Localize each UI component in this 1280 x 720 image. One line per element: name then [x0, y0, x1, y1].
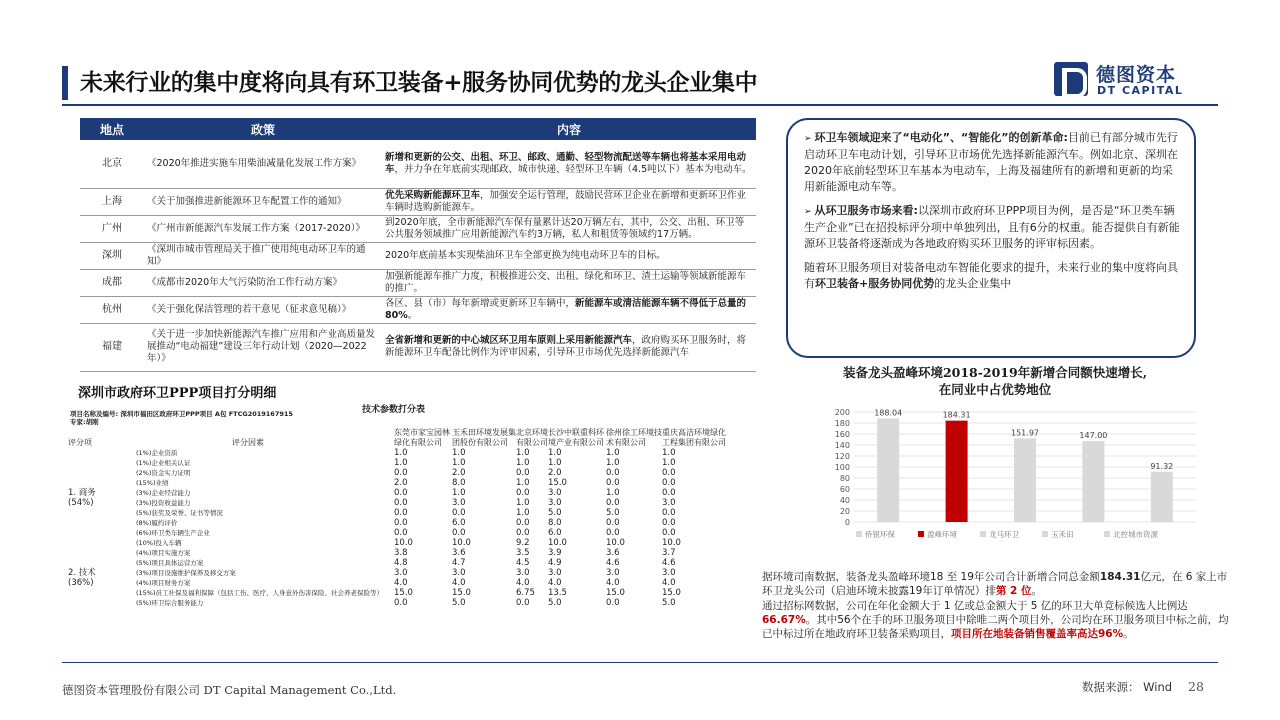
score-value: 0.0 [662, 508, 676, 518]
y-tick-label: 100 [834, 463, 850, 472]
score-value: 1.0 [452, 448, 466, 458]
legend-swatch [1104, 531, 1110, 537]
score-value: 1.0 [394, 458, 408, 468]
score-value: 1.0 [516, 448, 530, 458]
score-row [68, 488, 726, 498]
score-value: 3.0 [452, 568, 466, 578]
score-value: 6.0 [452, 518, 466, 528]
score-value: 0.0 [394, 508, 408, 518]
policy-name: 《关于加强推进新能源环卫车配置工作的通知》 [144, 188, 382, 215]
score-factor: (6%)环卫类车辆生产企业 [136, 529, 210, 537]
data-source: 数据来源： Wind [1082, 680, 1173, 694]
legend-swatch [918, 531, 924, 537]
score-value: 6.75 [516, 588, 535, 598]
score-value: 15.0 [548, 478, 567, 488]
y-tick-label: 60 [839, 485, 850, 494]
y-tick-label: 80 [839, 474, 850, 483]
score-factor: (3%)投资收益能力 [136, 499, 191, 507]
policy-name: 《成都市2020年大气污染防治工作行动方案》 [144, 269, 382, 296]
score-table [68, 428, 726, 608]
score-value: 0.0 [452, 508, 466, 518]
header-location: 地点 [80, 118, 144, 140]
score-factor: (4%)项目财务方案 [136, 579, 191, 587]
ppp-caption: 深圳市政府环卫PPP项目打分明细 [78, 386, 277, 401]
policy-content: 各区、县（市）每年新增或更新环卫车辆中，新能源车或清洁能源车辆不得低于总量的80%。 [382, 296, 756, 323]
score-value: 3.6 [606, 548, 620, 558]
bullet-arrow-icon: ➢ [804, 207, 812, 217]
score-value: 3.5 [516, 548, 530, 558]
score-factor: (5%)环卫综合服务能力 [136, 599, 204, 607]
company-logo [1054, 60, 1224, 100]
legend-label: 盈峰环境 [927, 530, 957, 539]
score-value: 4.0 [606, 578, 620, 588]
company-header: 玉禾田环境发展集团股份有限公司 [452, 428, 516, 447]
score-row [68, 498, 726, 508]
score-row [68, 598, 726, 608]
policy-content: 加强新能源车推广力度，积极推进公交、出租、绿化和环卫、渣土运输等领域新能源车的推广。 [382, 269, 756, 296]
score-value: 4.0 [394, 578, 408, 588]
score-value: 10.0 [394, 538, 413, 548]
score-value: 0.0 [662, 518, 676, 528]
company-header: 重庆高洁环境绿化工程集团有限公司 [662, 428, 726, 447]
score-factor: (3%)项目设施维护保养及移交方案 [136, 569, 236, 577]
logo-text-cn: 德图资本 [1096, 64, 1177, 86]
policy-name: 《深圳市城市管理局关于推广使用纯电动环卫车的通知》 [144, 242, 382, 269]
score-factor: (10%)投入车辆 [136, 539, 182, 547]
score-value: 2.0 [394, 478, 408, 488]
score-value: 1.0 [606, 458, 620, 468]
score-value: 8.0 [548, 518, 562, 528]
bar-value-label: 188.04 [874, 408, 903, 418]
score-value: 0.0 [394, 498, 408, 508]
score-value: 10.0 [606, 538, 625, 548]
footer-company: 德图资本管理股份有限公司 DT Capital Management Co.,Ltd. [62, 683, 397, 697]
policy-name: 《2020年推进实施车用柴油减量化发展工作方案》 [144, 140, 382, 188]
score-value: 3.0 [452, 498, 466, 508]
chart-description [762, 570, 1232, 642]
policy-content: 到2020年底，全市新能源汽车保有量累计达20万辆左右，其中，公交、出租、环卫等公共服务领域推广应用新能源汽车约3万辆，私人和租赁等领域约17万辆。 [382, 215, 756, 242]
score-value: 3.0 [516, 568, 530, 578]
policy-name: 《关于进一步加快新能源汽车推广应用和产业高质量发展推动“电动福建”建设三年行动计划（2020—2022年）》 [144, 323, 382, 371]
description-paragraph-2: 通过招标网数据，公司在年化金额大于 1 亿或总金额大于 5 亿的环卫大单竞标候选人比例达66.67%。其中56个在手的环卫服务项目中除唯二两个项目外，公司均在环卫服务项目中标之前，均已中标过所在地政府环卫装备采购项目，项目所在地装备销售覆盖率高达96%。 [762, 600, 1229, 640]
policy-content: 优先采购新能源环卫车，加强安全运行管理，鼓励民营环卫企业在新增和更新环卫作业车辆时选购新能源车。 [382, 188, 756, 215]
score-category: 2. 技术 (36%) [68, 568, 96, 588]
score-value: 6.0 [548, 528, 562, 538]
score-value: 0.0 [606, 518, 620, 528]
score-value: 0.0 [606, 468, 620, 478]
policy-row [80, 215, 756, 242]
legend-swatch [1042, 531, 1048, 537]
score-value: 4.0 [548, 578, 562, 588]
score-value: 10.0 [548, 538, 567, 548]
score-value: 1.0 [516, 458, 530, 468]
score-value: 4.8 [394, 558, 408, 568]
score-value: 3.0 [662, 568, 676, 578]
legend-label: 龙马环卫 [989, 530, 1019, 539]
policy-content: 全省新增和更新的中心城区环卫用车原则上采用新能源汽车，政府购买环卫服务时，将新能源环卫车配备比例作为评审因素，引导环卫市场优先选择新能源汽车 [382, 323, 756, 371]
score-value: 9.2 [516, 538, 530, 548]
score-value: 0.0 [606, 478, 620, 488]
score-value: 3.0 [548, 488, 562, 498]
score-value: 1.0 [606, 488, 620, 498]
header-score-factor: 评分因素 [232, 438, 264, 447]
policy-city: 广州 [80, 215, 144, 242]
header-policy: 政策 [144, 118, 382, 140]
score-value: 1.0 [548, 448, 562, 458]
score-value: 3.0 [606, 568, 620, 578]
policy-row [80, 269, 756, 296]
score-value: 2.0 [548, 468, 562, 478]
title-accent-bar [62, 66, 68, 100]
bar [1151, 472, 1173, 522]
policy-row [80, 242, 756, 269]
score-value: 0.0 [516, 468, 530, 478]
y-tick-label: 200 [834, 408, 850, 417]
score-value: 3.8 [394, 548, 408, 558]
score-value: 0.0 [516, 488, 530, 498]
bar-value-label: 184.31 [942, 410, 971, 420]
score-value: 3.7 [662, 548, 676, 558]
score-factor: (3%)企业经营能力 [136, 489, 191, 497]
score-value: 4.0 [452, 578, 466, 588]
score-row [68, 508, 726, 518]
policy-row [80, 323, 756, 371]
score-row [68, 558, 726, 568]
score-value: 15.0 [394, 588, 413, 598]
score-value: 1.0 [452, 458, 466, 468]
y-tick-label: 180 [834, 419, 850, 428]
insight-point-1: ➢ 环卫车领域迎来了“电动化”、“智能化”的创新革命:目前已有部分城市先行启动环卫车电动计划，引导环卫市场优先选择新能源汽车。例如北京、深圳在2020年底前轻型环卫车基本为电动车，上海及福建所有的新增和更新的均采用新能源电动车等。 [804, 131, 1178, 193]
score-value: 0.0 [662, 528, 676, 538]
policy-content: 新增和更新的公交、出租、环卫、邮政、通勤、轻型物流配送等车辆也将基本采用电动车，并力争在年底前实现邮政、城市快递、轻型环卫车辆（4.5吨以下）基本为电动车。 [382, 140, 756, 188]
page-title: 未来行业的集中度将向具有环卫装备+服务协同优势的龙头企业集中 [80, 70, 758, 96]
score-value: 1.0 [452, 488, 466, 498]
score-value: 4.6 [662, 558, 676, 568]
score-value: 1.0 [662, 458, 676, 468]
score-factor: (5%)获奖及荣誉、证书等情况 [136, 509, 223, 517]
score-value: 1.0 [516, 498, 530, 508]
policy-city: 杭州 [80, 296, 144, 323]
score-value: 5.0 [662, 598, 676, 608]
score-row [68, 518, 726, 528]
score-row [68, 458, 726, 468]
legend-swatch [856, 531, 862, 537]
policy-row [80, 296, 756, 323]
contract-amount-bar-chart [820, 402, 1200, 550]
policy-city: 深圳 [80, 242, 144, 269]
legend-label: 侨银环保 [865, 530, 895, 539]
score-value: 5.0 [606, 508, 620, 518]
score-value: 5.0 [452, 598, 466, 608]
header-content: 内容 [382, 118, 756, 140]
company-header: 长沙中联重科环境产业有限公司 [548, 428, 604, 447]
score-value: 4.5 [516, 558, 530, 568]
ppp-score-sheet [66, 400, 756, 650]
score-value: 1.0 [516, 508, 530, 518]
policy-city: 北京 [80, 140, 144, 188]
page-number: 28 [1188, 679, 1204, 694]
y-tick-label: 120 [834, 452, 850, 461]
policy-row [80, 188, 756, 215]
bar [1082, 441, 1104, 522]
bar-value-label: 91.32 [1150, 461, 1174, 471]
score-value: 4.6 [606, 558, 620, 568]
company-header: 东莞市家宝园林绿化有限公司 [394, 428, 450, 447]
score-value: 1.0 [606, 448, 620, 458]
score-value: 15.0 [452, 588, 471, 598]
score-value: 4.0 [662, 578, 676, 588]
score-value: 10.0 [452, 538, 471, 548]
score-value: 1.0 [394, 448, 408, 458]
company-header: 北京环境有限公司 [516, 428, 548, 447]
score-value: 3.9 [548, 548, 562, 558]
score-row [68, 548, 726, 558]
score-value: 0.0 [394, 468, 408, 478]
score-value: 2.0 [452, 468, 466, 478]
score-value: 0.0 [516, 518, 530, 528]
score-value: 13.5 [548, 588, 567, 598]
score-factor: (1%)企业相关认证 [136, 459, 191, 467]
description-paragraph-1: 据环境司南数据，装备龙头盈峰环境18 至 19年公司合计新增合同总金额184.31亿元，在 6 家上市环卫龙头公司（启迪环境未披露19年订单情况）排第 2 位。 [762, 571, 1228, 597]
bar-value-label: 147.00 [1079, 431, 1108, 441]
score-value: 3.0 [548, 498, 562, 508]
company-header: 徐州徐工环境技术有限公司 [606, 428, 662, 447]
score-value: 4.9 [548, 558, 562, 568]
score-category: 1. 商务 (54%) [68, 488, 96, 508]
score-value: 3.0 [662, 498, 676, 508]
score-factor: (8%)履约评价 [136, 519, 178, 527]
title-divider [62, 104, 1218, 106]
y-tick-label: 160 [834, 430, 850, 439]
policy-content: 2020年底前基本实现柴油环卫车全部更换为纯电动环卫车的目标。 [382, 242, 756, 269]
score-value: 0.0 [452, 528, 466, 538]
bullet-arrow-icon: ➢ [804, 134, 812, 144]
score-value: 3.6 [452, 548, 466, 558]
score-row [68, 538, 726, 548]
score-row [68, 468, 726, 478]
score-value: 0.0 [606, 528, 620, 538]
y-tick-label: 0 [844, 518, 850, 527]
policy-row [80, 140, 756, 188]
score-value: 1.0 [516, 478, 530, 488]
score-factor: (4%)项目实施方案 [136, 549, 191, 557]
policy-name: 《关于强化保洁管理的若干意见（征求意见稿）》 [144, 296, 382, 323]
score-row [68, 528, 726, 538]
score-sheet-title: 技术参数打分表 [362, 405, 426, 415]
project-info: 项目名称及编号: 深圳市福田区政府环卫PPP项目 A包 FTCG2019167915 专家:胡刚 [70, 410, 293, 426]
insight-point-2: ➢ 从环卫服务市场来看:以深圳市政府环卫PPP项目为例，是否是“环卫类车辆生产企业”已在招投标评分项中单独列出，且有6分的权重。能否提供自有新能源环卫装备将逐渐成为各地政府购买环卫服务的评审标因素。 [804, 204, 1180, 250]
score-value: 8.0 [452, 478, 466, 488]
score-factor: (1%)企业资质 [136, 449, 178, 457]
score-value: 0.0 [662, 468, 676, 478]
policy-city: 福建 [80, 323, 144, 371]
score-factor: (5%)项目具体运营方案 [136, 559, 204, 567]
score-factor: (2%)资金实力证明 [136, 469, 191, 477]
score-row [68, 448, 726, 458]
bar [1014, 438, 1036, 522]
score-value: 0.0 [394, 598, 408, 608]
score-value: 0.0 [662, 478, 676, 488]
footer-divider [62, 662, 1218, 663]
score-value: 3.0 [548, 568, 562, 578]
score-value: 4.0 [516, 578, 530, 588]
logo-icon [1054, 62, 1088, 96]
bar-value-label: 151.97 [1011, 428, 1039, 438]
y-tick-label: 20 [839, 507, 850, 516]
score-header-row [68, 428, 726, 448]
bar [877, 419, 899, 522]
bar [946, 421, 968, 522]
score-row [68, 568, 726, 578]
policy-table [80, 118, 756, 372]
legend-swatch [980, 531, 986, 537]
score-value: 1.0 [662, 448, 676, 458]
score-row [68, 578, 726, 588]
score-value: 0.0 [662, 488, 676, 498]
y-tick-label: 140 [834, 441, 850, 450]
score-value: 15.0 [606, 588, 625, 598]
score-value: 5.0 [548, 598, 562, 608]
legend-label: 北控城市资源 [1113, 530, 1158, 539]
score-value: 0.0 [516, 528, 530, 538]
chart-title: 装备龙头盈峰环境2018-2019年新增合同额快速增长, 在同业中占优势地位 [842, 365, 1148, 397]
score-factor: (15%)业绩 [136, 479, 169, 487]
score-value: 5.0 [548, 508, 562, 518]
score-factor: (15%)员工社保及福利保障（包括工伤、医疗、人身意外伤害保险、社会养老保险等） [136, 589, 384, 597]
score-value: 3.0 [394, 568, 408, 578]
score-value: 10.0 [662, 538, 681, 548]
score-value: 0.0 [606, 598, 620, 608]
y-tick-label: 40 [839, 496, 850, 505]
score-value: 0.0 [606, 498, 620, 508]
score-row [68, 588, 726, 598]
score-value: 1.0 [548, 458, 562, 468]
score-value: 0.0 [394, 528, 408, 538]
score-value: 4.7 [452, 558, 466, 568]
policy-city: 成都 [80, 269, 144, 296]
score-value: 15.0 [662, 588, 681, 598]
policy-city: 上海 [80, 188, 144, 215]
score-row [68, 478, 726, 488]
score-value: 0.0 [394, 488, 408, 498]
policy-name: 《广州市新能源汽车发展工作方案（2017-2020）》 [144, 215, 382, 242]
insight-callout-box [786, 118, 1196, 358]
policy-header-row [80, 118, 756, 140]
header-score-item: 评分项 [68, 438, 92, 447]
score-value: 0.0 [394, 518, 408, 528]
logo-text-en: DT CAPITAL [1097, 84, 1184, 97]
legend-label: 玉禾田 [1051, 530, 1074, 539]
score-value: 0.0 [516, 598, 530, 608]
insight-conclusion: 随着环卫服务项目对装备电动车智能化要求的提升，未来行业的集中度将向具有环卫装备+服务协同优势的龙头企业集中 [804, 261, 1178, 290]
